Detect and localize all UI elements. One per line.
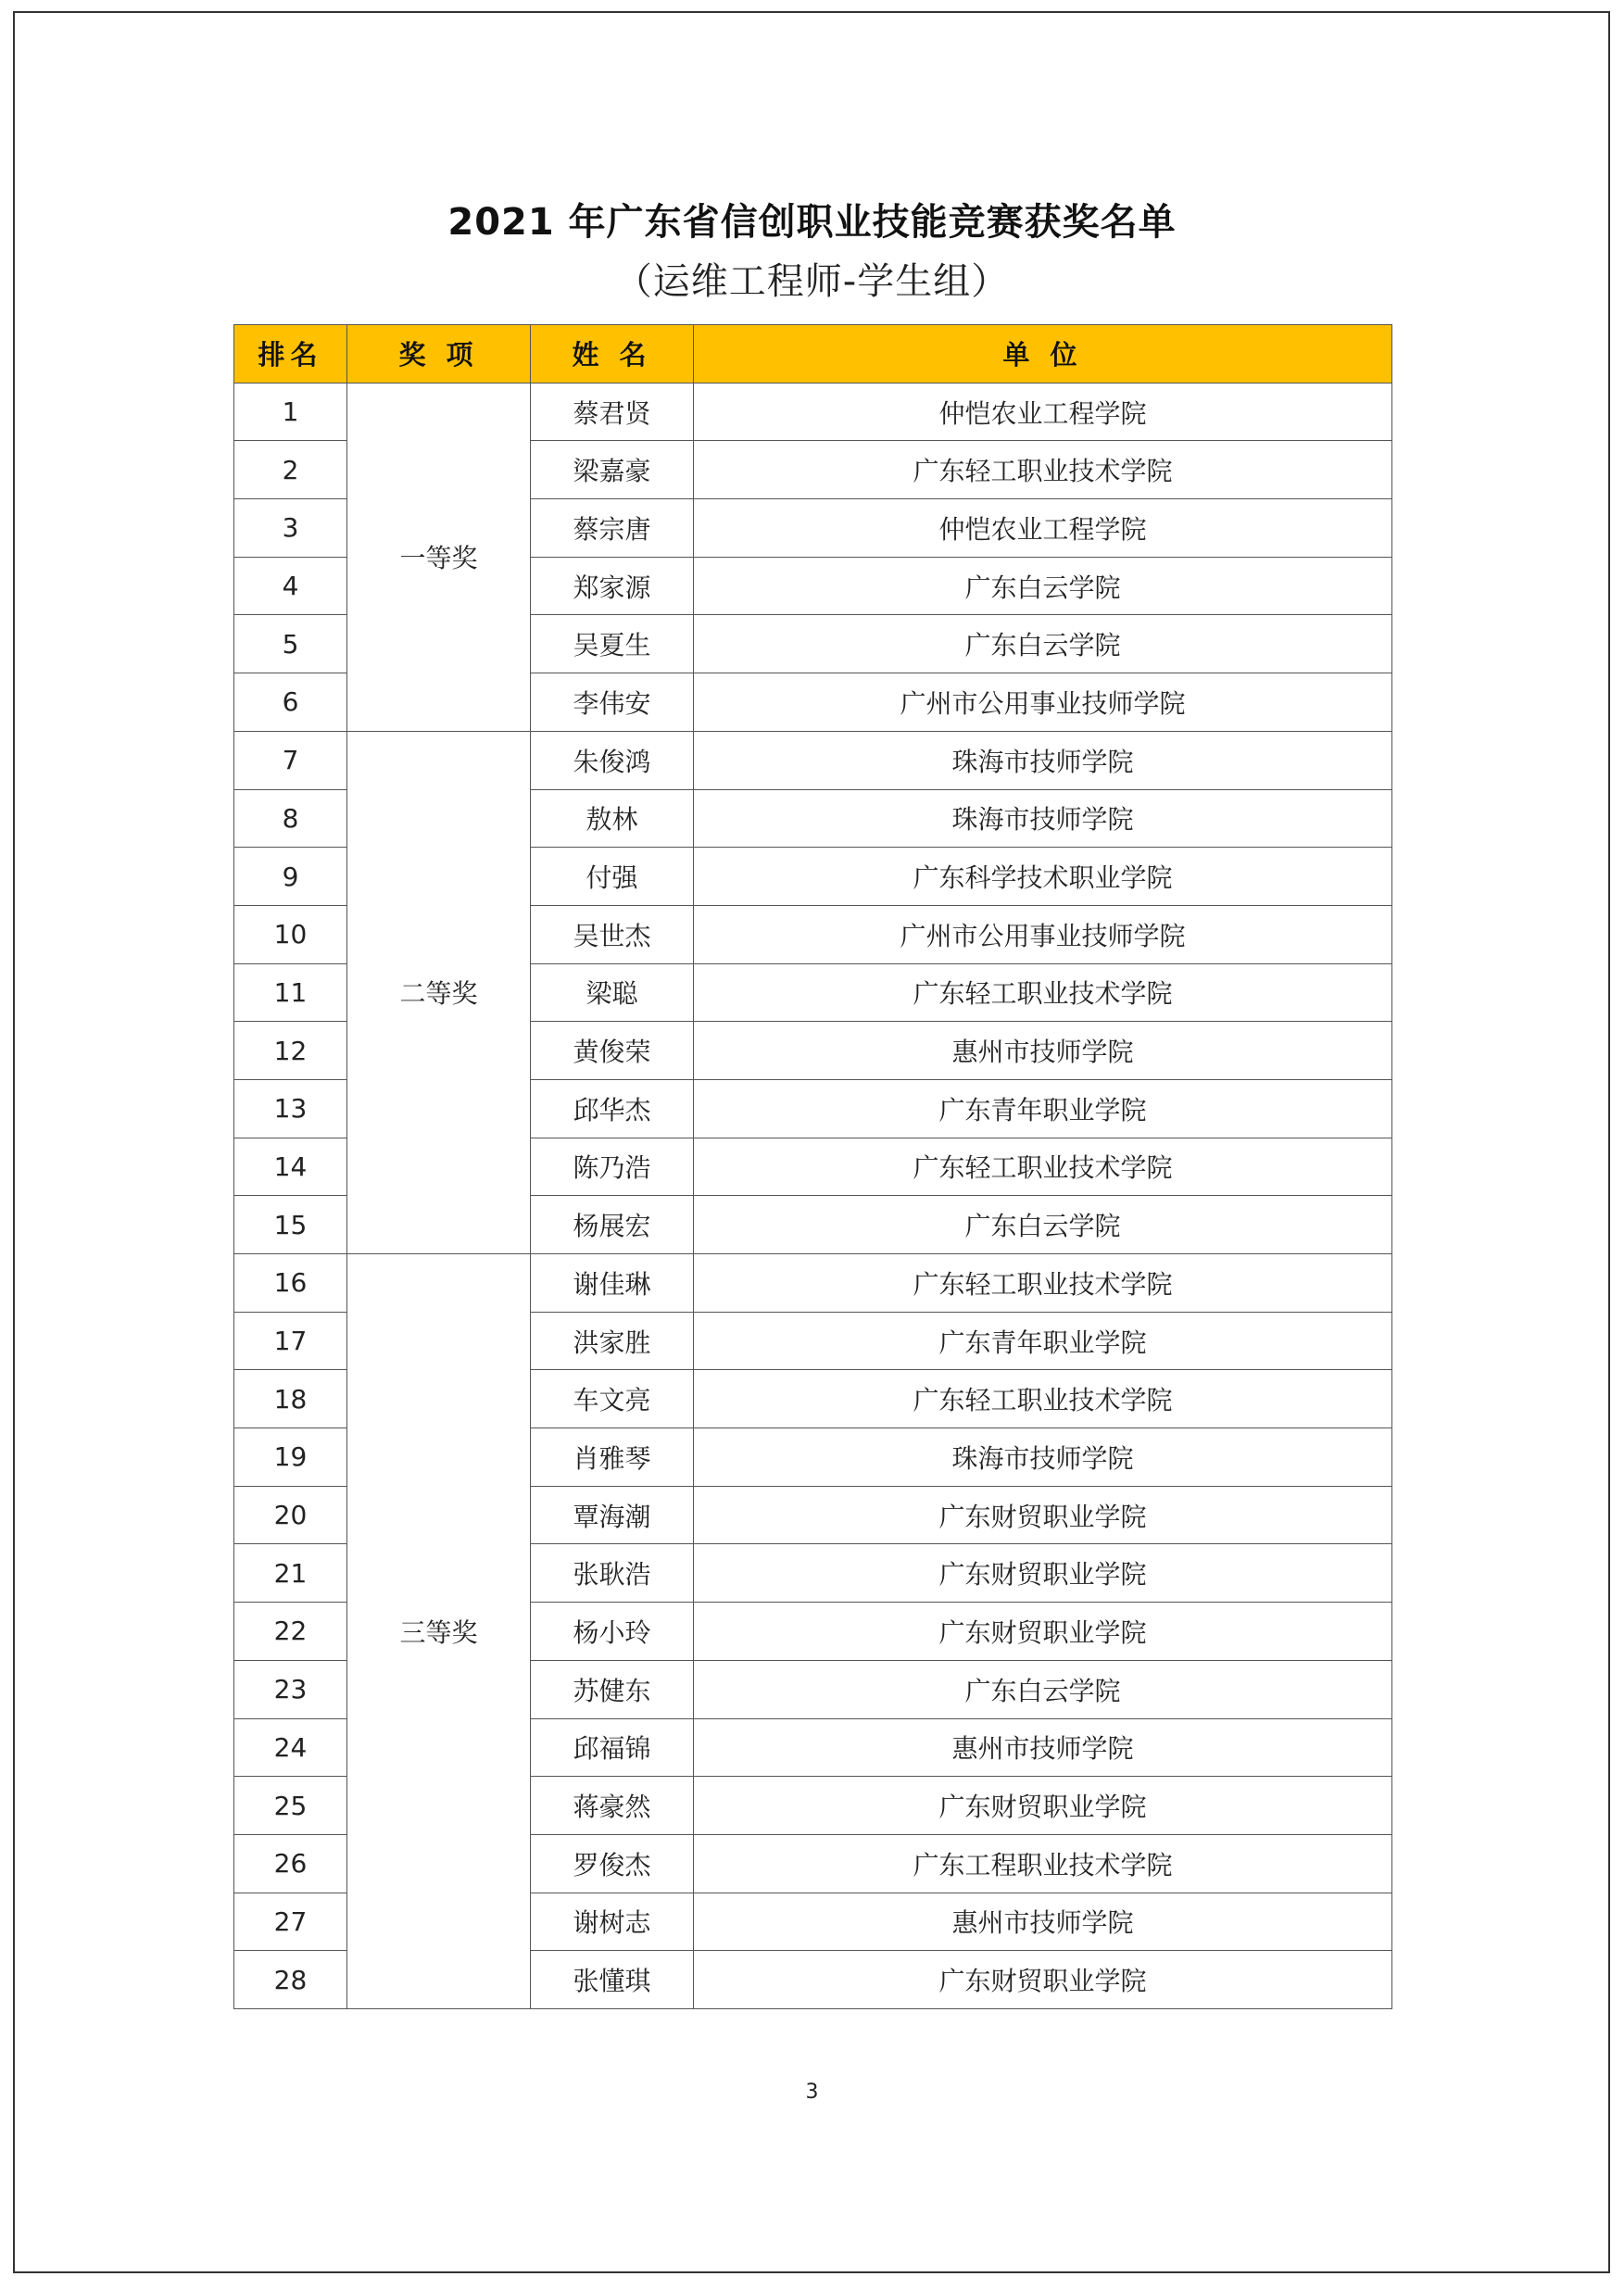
name-cell: 邱福锦 — [531, 1718, 694, 1777]
name-cell: 黄俊荣 — [531, 1022, 694, 1080]
name-cell: 肖雅琴 — [531, 1428, 694, 1487]
unit-cell: 广东轻工职业技术学院 — [694, 441, 1392, 499]
table-row — [234, 383, 1392, 441]
name-cell: 吴夏生 — [531, 615, 694, 673]
name-cell: 朱俊鸿 — [531, 731, 694, 789]
rank-cell: 9 — [234, 848, 347, 906]
name-cell: 敖林 — [531, 789, 694, 848]
name-cell: 梁嘉豪 — [531, 441, 694, 499]
rank-cell: 17 — [234, 1312, 347, 1370]
name-cell: 张耿浩 — [531, 1544, 694, 1603]
rank-cell: 26 — [234, 1834, 347, 1893]
rank-cell: 16 — [234, 1254, 347, 1313]
unit-cell: 仲恺农业工程学院 — [694, 383, 1392, 441]
unit-cell: 广东轻工职业技术学院 — [694, 1138, 1392, 1196]
rank-cell: 21 — [234, 1544, 347, 1603]
name-cell: 杨小玲 — [531, 1603, 694, 1661]
unit-cell: 惠州市技师学院 — [694, 1718, 1392, 1777]
rank-cell: 3 — [234, 499, 347, 558]
award-level-cell: 一等奖 — [347, 383, 531, 731]
rank-cell: 28 — [234, 1951, 347, 2009]
unit-cell: 广东科学技术职业学院 — [694, 848, 1392, 906]
rank-cell: 18 — [234, 1370, 347, 1428]
header-award: 奖 项 — [347, 325, 531, 384]
table-body — [234, 383, 1392, 2008]
unit-cell: 广东白云学院 — [694, 557, 1392, 615]
unit-cell: 广东轻工职业技术学院 — [694, 963, 1392, 1022]
rank-cell: 22 — [234, 1603, 347, 1661]
unit-cell: 广东轻工职业技术学院 — [694, 1370, 1392, 1428]
name-cell: 张懂琪 — [531, 1951, 694, 2009]
rank-cell: 2 — [234, 441, 347, 499]
rank-cell: 20 — [234, 1486, 347, 1544]
unit-cell: 广东财贸职业学院 — [694, 1544, 1392, 1603]
rank-cell: 23 — [234, 1660, 347, 1718]
table-row — [234, 731, 1392, 789]
document-subtitle: （运维工程师-学生组） — [614, 260, 1010, 303]
award-level-cell: 三等奖 — [347, 1254, 531, 2009]
name-cell: 车文亮 — [531, 1370, 694, 1428]
rank-cell: 25 — [234, 1777, 347, 1835]
unit-cell: 惠州市技师学院 — [694, 1893, 1392, 1951]
rank-cell: 5 — [234, 615, 347, 673]
rank-cell: 11 — [234, 963, 347, 1022]
rank-cell: 14 — [234, 1138, 347, 1196]
name-cell: 蔡君贤 — [531, 383, 694, 441]
rank-cell: 27 — [234, 1893, 347, 1951]
name-cell: 陈乃浩 — [531, 1138, 694, 1196]
name-cell: 蔡宗唐 — [531, 499, 694, 558]
unit-cell: 广东白云学院 — [694, 1196, 1392, 1254]
name-cell: 吴世杰 — [531, 905, 694, 963]
name-cell: 洪家胜 — [531, 1312, 694, 1370]
name-cell: 李伟安 — [531, 673, 694, 732]
table-row — [234, 1254, 1392, 1313]
unit-cell: 广东青年职业学院 — [694, 1079, 1392, 1138]
name-cell: 覃海潮 — [531, 1486, 694, 1544]
table-header-row — [234, 325, 1392, 384]
document-title: 2021 年广东省信创职业技能竞赛获奖名单 — [447, 201, 1177, 244]
name-cell: 苏健东 — [531, 1660, 694, 1718]
name-cell: 梁聪 — [531, 963, 694, 1022]
name-cell: 邱华杰 — [531, 1079, 694, 1138]
rank-cell: 24 — [234, 1718, 347, 1777]
header-name: 姓 名 — [531, 325, 694, 384]
header-rank: 排名 — [234, 325, 347, 384]
unit-cell: 仲恺农业工程学院 — [694, 499, 1392, 558]
unit-cell: 广东轻工职业技术学院 — [694, 1254, 1392, 1313]
name-cell: 谢树志 — [531, 1893, 694, 1951]
rank-cell: 10 — [234, 905, 347, 963]
unit-cell: 珠海市技师学院 — [694, 731, 1392, 789]
name-cell: 谢佳琳 — [531, 1254, 694, 1313]
name-cell: 郑家源 — [531, 557, 694, 615]
award-level-cell: 二等奖 — [347, 731, 531, 1253]
unit-cell: 广州市公用事业技师学院 — [694, 905, 1392, 963]
unit-cell: 广东工程职业技术学院 — [694, 1834, 1392, 1893]
unit-cell: 广东青年职业学院 — [694, 1312, 1392, 1370]
page-number: 3 — [805, 2081, 819, 2104]
unit-cell: 广东白云学院 — [694, 615, 1392, 673]
unit-cell: 珠海市技师学院 — [694, 1428, 1392, 1487]
rank-cell: 4 — [234, 557, 347, 615]
rank-cell: 1 — [234, 383, 347, 441]
rank-cell: 13 — [234, 1079, 347, 1138]
rank-cell: 19 — [234, 1428, 347, 1487]
unit-cell: 广州市公用事业技师学院 — [694, 673, 1392, 732]
unit-cell: 广东财贸职业学院 — [694, 1951, 1392, 2009]
unit-cell: 惠州市技师学院 — [694, 1022, 1392, 1080]
rank-cell: 7 — [234, 731, 347, 789]
header-unit: 单 位 — [694, 325, 1392, 384]
rank-cell: 12 — [234, 1022, 347, 1080]
unit-cell: 广东财贸职业学院 — [694, 1603, 1392, 1661]
name-cell: 蒋豪然 — [531, 1777, 694, 1835]
name-cell: 付强 — [531, 848, 694, 906]
rank-cell: 15 — [234, 1196, 347, 1254]
name-cell: 罗俊杰 — [531, 1834, 694, 1893]
name-cell: 杨展宏 — [531, 1196, 694, 1254]
awards-table — [233, 324, 1392, 2009]
rank-cell: 6 — [234, 673, 347, 732]
unit-cell: 广东财贸职业学院 — [694, 1777, 1392, 1835]
unit-cell: 广东白云学院 — [694, 1660, 1392, 1718]
unit-cell: 广东财贸职业学院 — [694, 1486, 1392, 1544]
unit-cell: 珠海市技师学院 — [694, 789, 1392, 848]
rank-cell: 8 — [234, 789, 347, 848]
